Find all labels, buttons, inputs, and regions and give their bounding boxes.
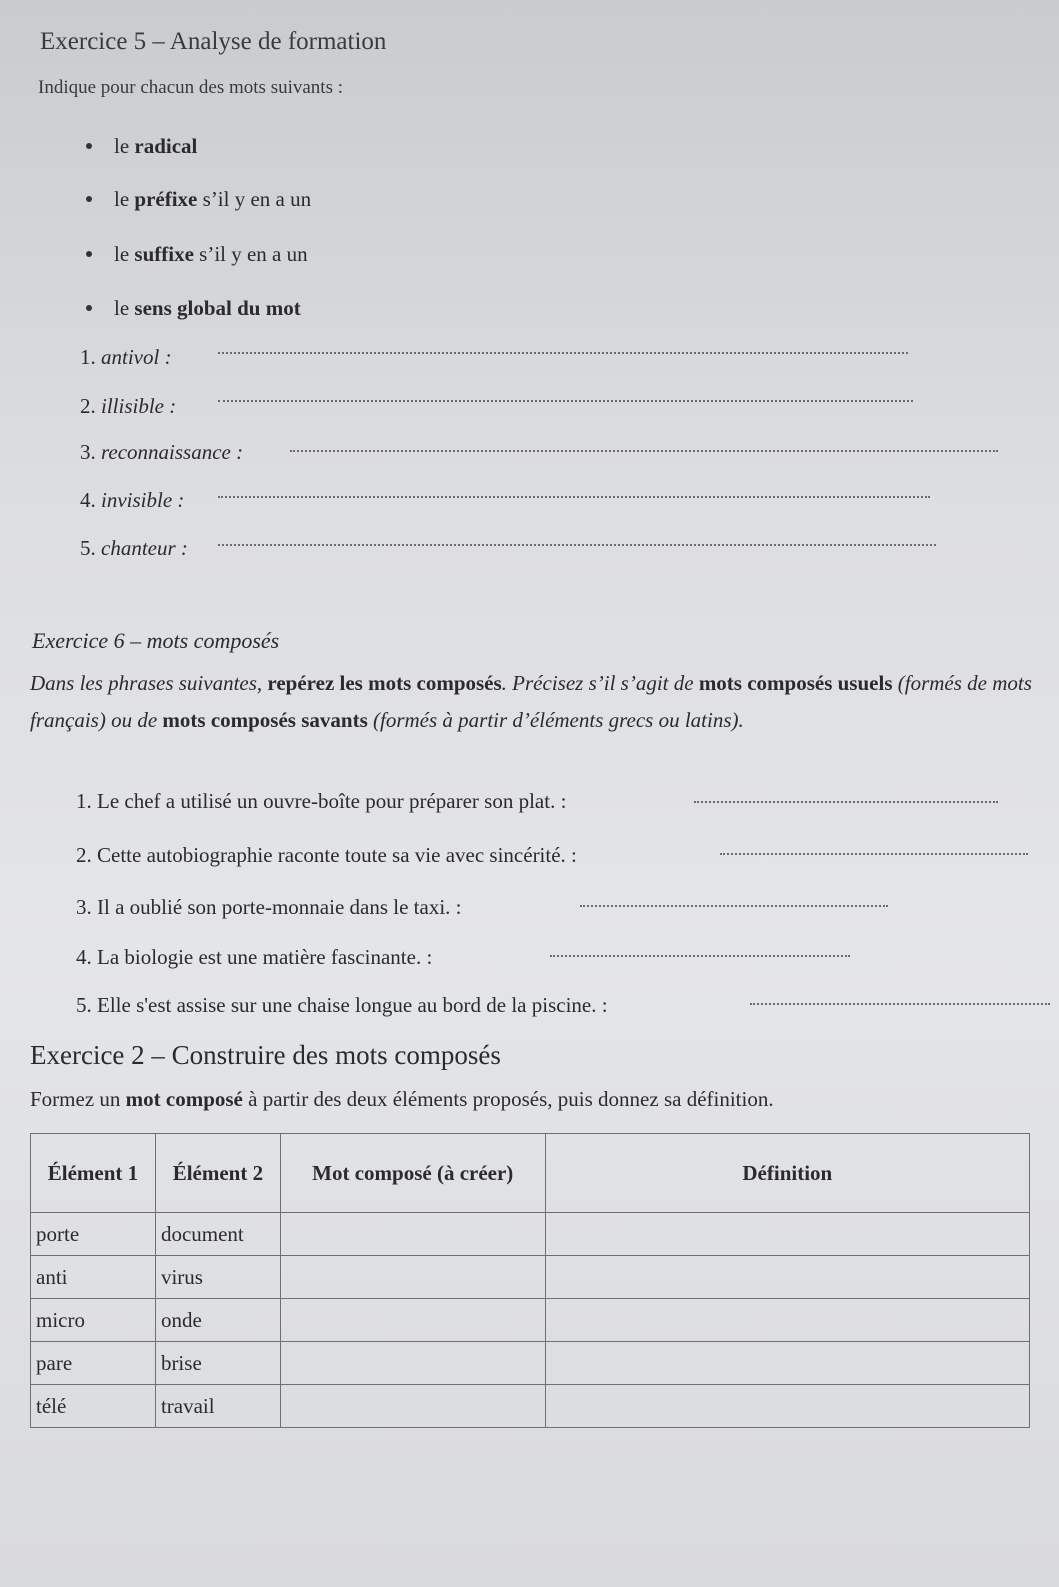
column-header: Mot composé (à créer) [280, 1134, 545, 1213]
element2-cell: document [155, 1213, 280, 1256]
word-number: 2. [80, 394, 96, 418]
element1-cell: pare [31, 1342, 156, 1385]
element1-cell: anti [31, 1256, 156, 1299]
definition-answer-cell[interactable] [545, 1299, 1029, 1342]
exercise5-title: Exercice 5 – Analyse de formation [40, 28, 387, 55]
answer-line[interactable] [550, 955, 850, 957]
bullet-prefix: le [114, 242, 135, 266]
compound-answer-cell[interactable] [280, 1385, 545, 1428]
table-row [31, 1256, 1030, 1299]
element1-cell: micro [31, 1299, 156, 1342]
definition-answer-cell[interactable] [545, 1256, 1029, 1299]
sentence-item: 4. La biologie est une matière fascinante. : [76, 945, 433, 969]
word-label: antivol : [101, 345, 172, 369]
definition-answer-cell[interactable] [545, 1213, 1029, 1256]
element2-cell: travail [155, 1385, 280, 1428]
word-item [80, 536, 188, 561]
table-row [31, 1385, 1030, 1428]
bullet-dot-icon [86, 143, 92, 149]
element1-cell: télé [31, 1385, 156, 1428]
bullet-suffixe [86, 242, 308, 267]
element2-cell: virus [155, 1256, 280, 1299]
compound-answer-cell[interactable] [280, 1256, 545, 1299]
column-header: Définition [545, 1134, 1029, 1213]
answer-line[interactable] [218, 352, 908, 354]
intro-text: (formés de mots français) ou de [30, 671, 1032, 732]
answer-line[interactable] [694, 801, 998, 803]
word-item [80, 440, 243, 465]
definition-answer-cell[interactable] [545, 1342, 1029, 1385]
exercise5-instruction: Indique pour chacun des mots suivants : [38, 77, 344, 98]
intro-text: à partir des deux éléments proposés, puis donnez sa définition. [242, 1087, 774, 1111]
table-row [31, 1342, 1030, 1385]
bullet-dot-icon [86, 305, 92, 311]
sentence-item: 1. Le chef a utilisé un ouvre-boîte pour préparer son plat. : [76, 789, 567, 813]
answer-line[interactable] [218, 544, 936, 546]
word-label: reconnaissance : [101, 440, 244, 464]
compound-words-table [30, 1133, 1030, 1428]
table-row [31, 1213, 1030, 1256]
word-number: 1. [80, 345, 96, 369]
word-item [80, 394, 176, 419]
element2-cell: brise [155, 1342, 280, 1385]
bullet-keyword: suffixe [134, 242, 194, 266]
bullet-prefix: le [114, 134, 135, 158]
word-label: chanteur : [101, 536, 188, 560]
word-number: 4. [80, 488, 96, 512]
word-item [80, 345, 172, 370]
exercise6-instruction [30, 665, 1059, 739]
intro-bold: mot composé [125, 1087, 243, 1111]
bullet-sens [86, 296, 301, 321]
answer-line[interactable] [720, 853, 1028, 855]
intro-text: . Précisez s’il s’agit de [501, 671, 699, 695]
table-header-row [31, 1134, 1030, 1213]
intro-text: (formés à partir d’éléments grecs ou latins). [367, 708, 744, 732]
sentence-item: 2. Cette autobiographie raconte toute sa vie avec sincérité. : [76, 843, 577, 867]
table-row [31, 1299, 1030, 1342]
exercise6-title: Exercice 6 – mots composés [32, 628, 280, 653]
answer-line[interactable] [750, 1003, 1050, 1005]
answer-line[interactable] [290, 450, 998, 452]
answer-line[interactable] [218, 496, 930, 498]
word-number: 5. [80, 536, 96, 560]
word-number: 3. [80, 440, 96, 464]
word-item [80, 488, 184, 513]
intro-text: Formez un [30, 1087, 126, 1111]
column-header: Élément 1 [31, 1134, 156, 1213]
word-label: illisible : [101, 394, 177, 418]
bullet-radical [86, 134, 197, 159]
intro-bold: mots composés savants [162, 708, 368, 732]
word-label: invisible : [101, 488, 185, 512]
intro-text: Dans les phrases suivantes, [30, 671, 268, 695]
bullet-keyword: radical [134, 134, 198, 158]
intro-bold: mots composés usuels [698, 671, 893, 695]
bullet-dot-icon [86, 251, 92, 257]
bullet-prefix: le [114, 296, 135, 320]
compound-answer-cell[interactable] [280, 1342, 545, 1385]
answer-line[interactable] [580, 905, 888, 907]
definition-answer-cell[interactable] [545, 1385, 1029, 1428]
element1-cell: porte [31, 1213, 156, 1256]
intro-bold: repérez les mots composés [267, 671, 502, 695]
bullet-keyword: sens global du mot [134, 296, 301, 320]
bullet-prefix: le [114, 187, 135, 211]
compound-answer-cell[interactable] [280, 1213, 545, 1256]
sentence-item: 3. Il a oublié son porte-monnaie dans le taxi. : [76, 895, 462, 919]
bullet-prefixe [86, 187, 311, 212]
bullet-dot-icon [86, 196, 92, 202]
exercise2-title: Exercice 2 – Construire des mots composés [30, 1040, 501, 1070]
exercise2-instruction [30, 1087, 774, 1112]
bullet-keyword: préfixe [134, 187, 198, 211]
bullet-rest: s’il y en a un [197, 187, 312, 211]
column-header: Élément 2 [155, 1134, 280, 1213]
sentence-item: 5. Elle s'est assise sur une chaise longue au bord de la piscine. : [76, 993, 608, 1017]
answer-line[interactable] [218, 400, 913, 402]
element2-cell: onde [155, 1299, 280, 1342]
bullet-rest: s’il y en a un [193, 242, 308, 266]
compound-answer-cell[interactable] [280, 1299, 545, 1342]
